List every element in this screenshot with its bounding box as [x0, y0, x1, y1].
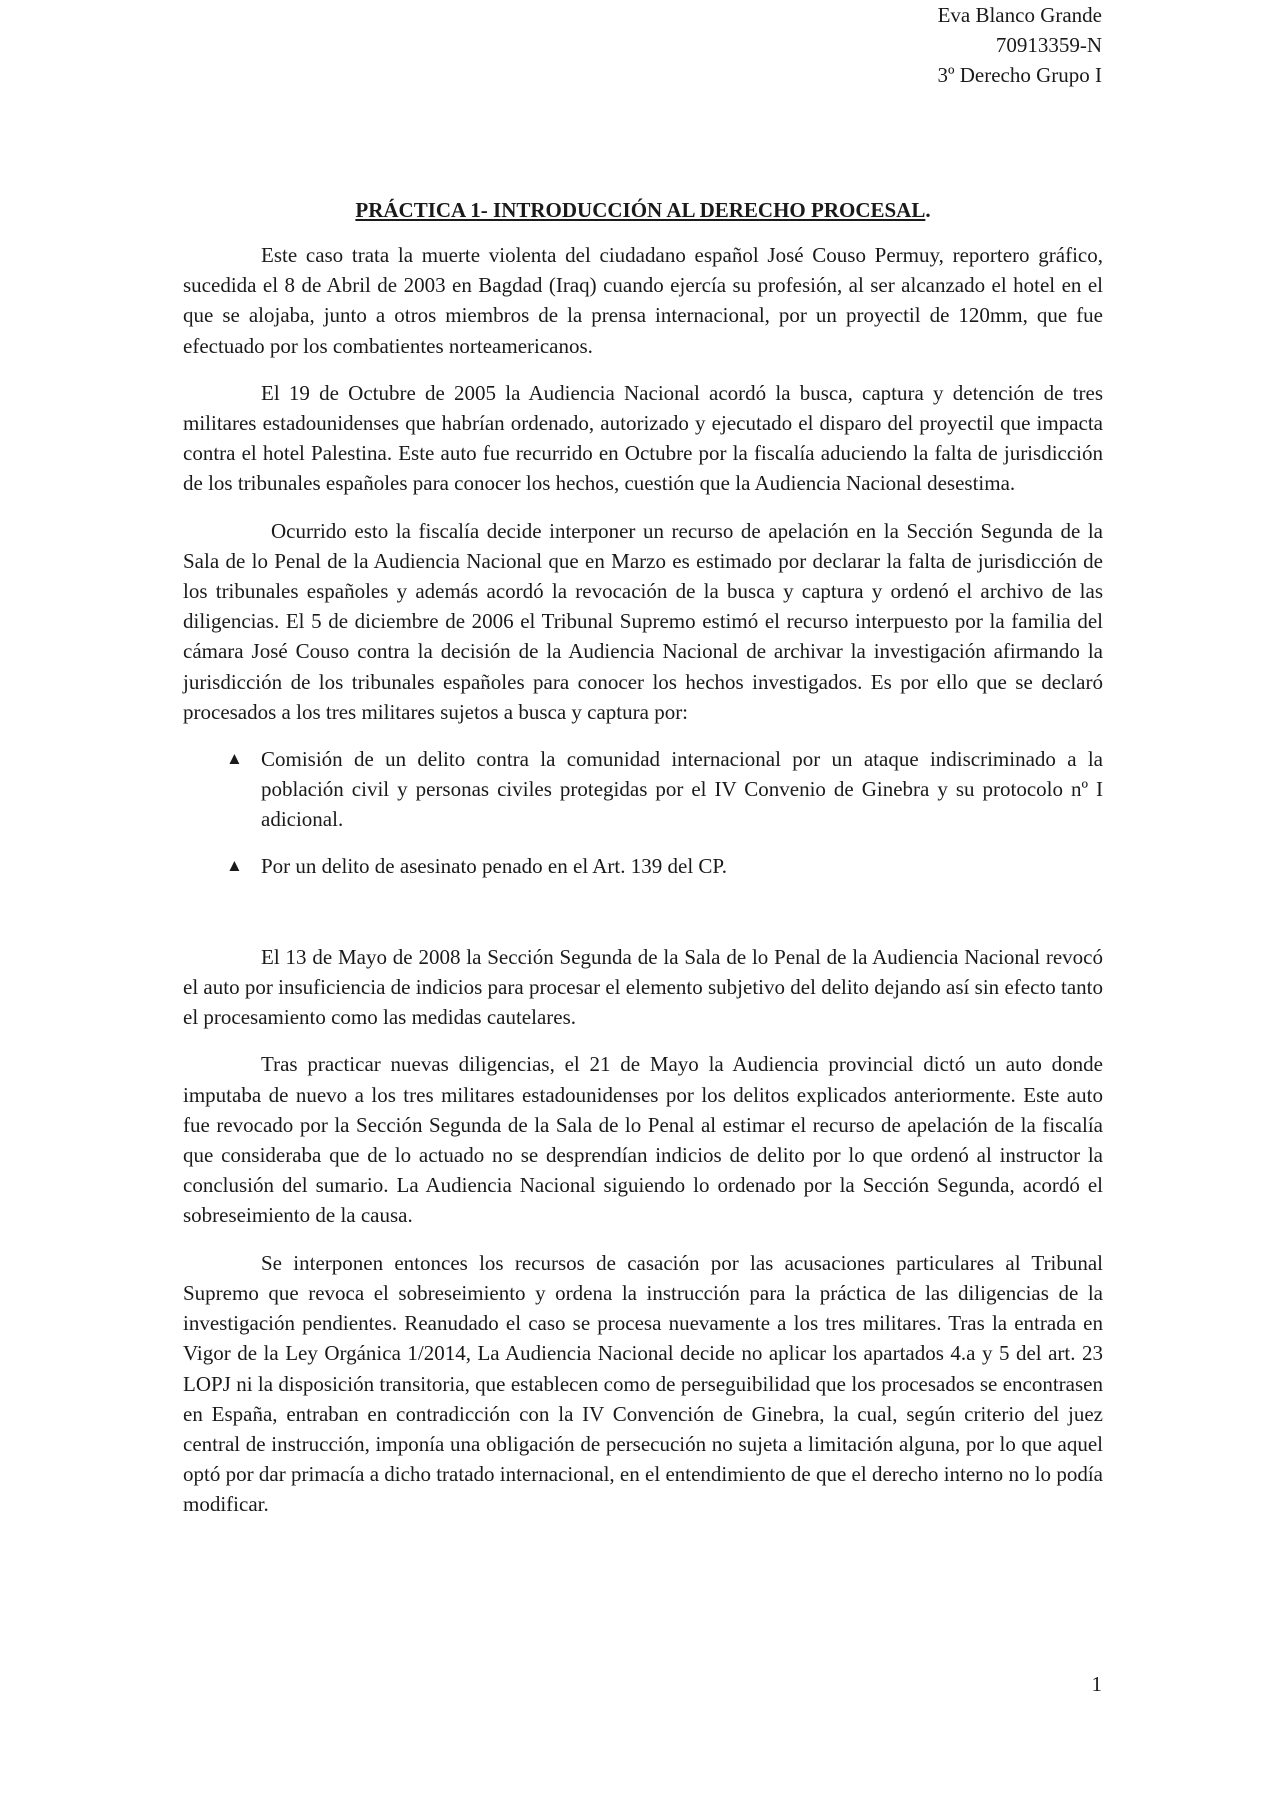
triangle-bullet-icon: ▲	[226, 855, 243, 875]
triangle-bullet-icon: ▲	[226, 749, 243, 769]
spacer	[183, 897, 1103, 942]
document-title	[183, 198, 1103, 223]
page-number: 1	[1091, 1672, 1102, 1696]
bullet-item	[183, 744, 1103, 835]
author-header	[937, 0, 1102, 90]
bullet-item	[183, 851, 1103, 881]
author-name: Eva Blanco Grande	[937, 3, 1102, 27]
document-body	[183, 240, 1103, 1537]
paragraph: El 19 de Octubre de 2005 la Audiencia Nacional acordó la busca, captura y detención de tres militares estadounidenses que habrían ordenado, autorizado y ejecutado el disparo del proyectil que impacta contra el hotel Palestina. Este auto fue recurrido en Octubre por la fiscalía aduciendo la falta de jurisdicción de los tribunales españoles para conocer los hechos, cuestión que la Audiencia Nacional desestima.	[183, 380, 1103, 496]
author-id: 70913359-N	[995, 33, 1102, 57]
paragraph: El 13 de Mayo de 2008 la Sección Segunda de la Sala de lo Penal de la Audiencia Nacional revocó el auto por insuficiencia de indicios para procesar el elemento subjetivo del delito dejando así sin efecto tanto el procesamiento como las medidas cautelares.	[183, 944, 1103, 1030]
title-text: PRÁCTICA 1- INTRODUCCIÓN AL DERECHO PROCESAL	[355, 198, 926, 222]
bullet-list	[183, 744, 1103, 881]
paragraph: Ocurrido esto la fiscalía decide interponer un recurso de apelación en la Sección Segunda de la Sala de lo Penal de la Audiencia Nacional que en Marzo es estimado por declarar la falta de jurisdicción de los tribunales españoles y además acordó la revocación de la busca y captura y ordenó el archivo de las diligencias. El 5 de diciembre de 2006 el Tribunal Supremo estimó el recurso interpuesto por la familia del cámara José Couso contra la decisión de la Audiencia Nacional de archivar la investigación afirmando la jurisdicción de los tribunales españoles para conocer los hechos investigados. Es por ello que se declaró procesados a los tres militares sujetos a busca y captura por:	[183, 518, 1103, 724]
paragraph: Este caso trata la muerte violenta del ciudadano español José Couso Permuy, reportero gráfico, sucedida el 8 de Abril de 2003 en Bagdad (Iraq) cuando ejercía su profesión, al ser alcanzado el hotel en el que se alojaba, junto a otros miembros de la prensa internacional, por un proyectil de 120mm, que fue efectuado por los combatientes norteamericanos.	[183, 243, 1103, 358]
bullet-text: Por un delito de asesinato penado en el Art. 139 del CP.	[261, 853, 728, 878]
paragraph: Tras practicar nuevas diligencias, el 21 de Mayo la Audiencia provincial dictó un auto donde imputaba de nuevo a los tres militares estadounidenses por los delitos explicados anteriormente. Este auto fue revocado por la Sección Segunda de la Sala de lo Penal al estimar el recurso de apelación de la fiscalía que consideraba que de lo actuado no se desprendían indicios de delito por lo que ordenó al instructor la conclusión del sumario. La Audiencia Nacional siguiendo lo ordenado por la Sección Segunda, acordó el sobreseimiento de la causa.	[183, 1052, 1103, 1228]
title-period: .	[925, 198, 931, 222]
paragraph: Se interponen entonces los recursos de casación por las acusaciones particulares al Tribunal Supremo que revoca el sobreseimiento y ordena la instrucción para la práctica de las diligencias de la investigación pendientes. Reanudado el caso se procesa nuevamente a los tres militares. Tras la entrada en Vigor de la Ley Orgánica 1/2014, La Audiencia Nacional decide no aplicar los apartados 4.a y 5 del art. 23 LOPJ ni la disposición transitoria, que establecen como de perseguibilidad que los procesados se encontrasen en España, entraban en contradicción con la IV Convención de Ginebra, la cual, según criterio del juez central de instrucción, imponía una obligación de persecución no sujeta a limitación alguna, por lo que aquel optó por dar primacía a dicho tratado internacional, en el entendimiento de que el derecho interno no lo podía modificar.	[183, 1250, 1103, 1517]
bullet-text: Comisión de un delito contra la comunidad internacional por un ataque indiscriminado a la población civil y personas civiles protegidas por el IV Convenio de Ginebra y su protocolo nº I adicional.	[261, 747, 1103, 832]
author-course: 3º Derecho Grupo I	[937, 63, 1102, 87]
